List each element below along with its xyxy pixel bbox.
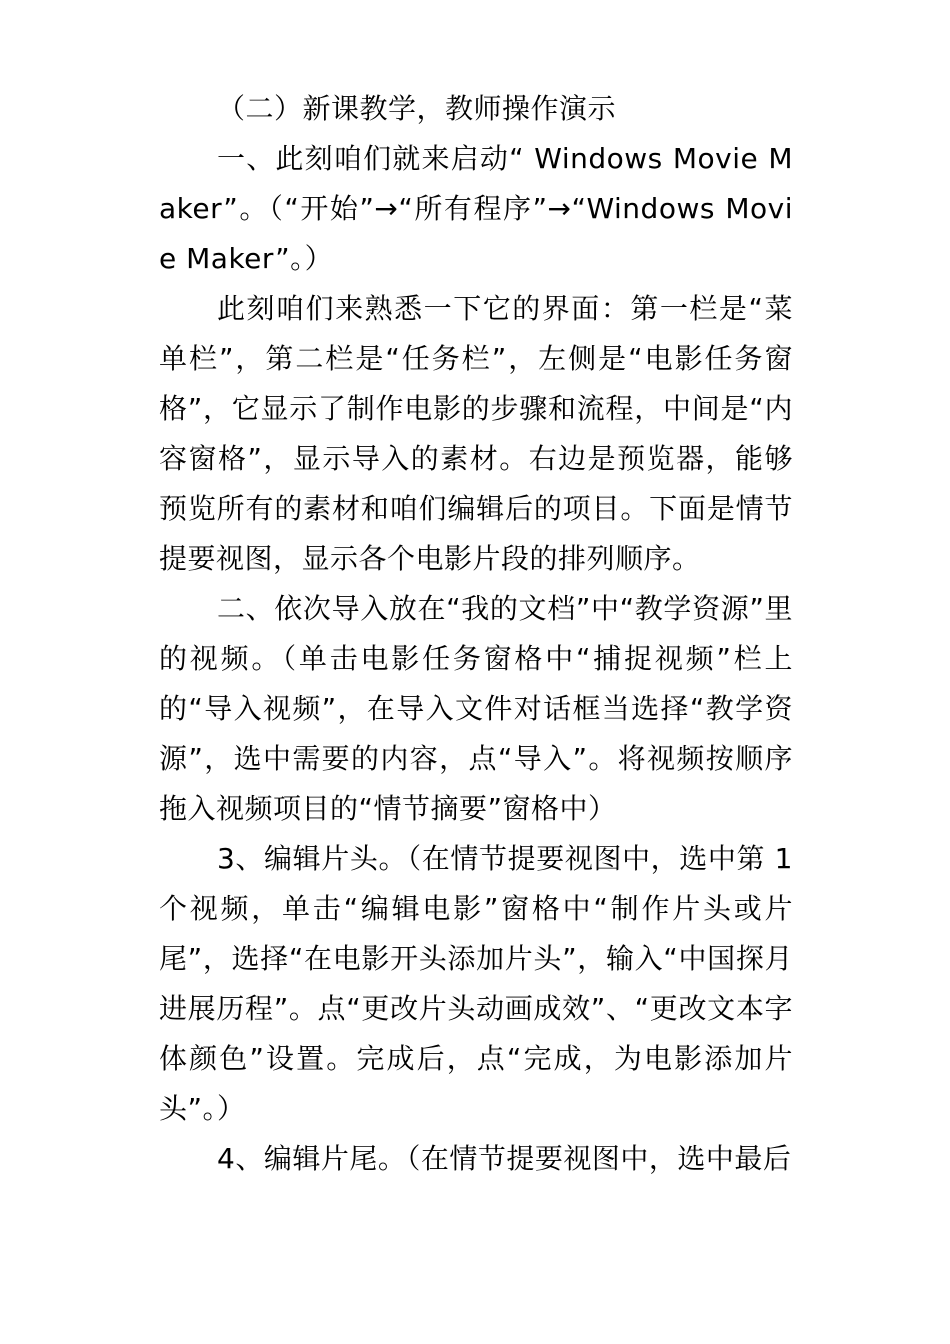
document-page — [159, 84, 793, 1184]
paragraph-edit-credits: 4、编辑片尾。（在情节提要视图中，选中最后 — [217, 1142, 792, 1175]
section-heading: （二）新课教学，教师操作演示 — [217, 92, 617, 125]
paragraph-interface-overview: 此刻咱们来熟悉一下它的界面：第一栏是“菜单栏”，第二栏是“任务栏”，左侧是“电影任务窗格”，它显示了制作电影的步骤和流程，中间是“内容窗格”，显示导入的素材。右边是预览器，能够预览所有的素材和咱们编辑后的项目。下面是情节提要视图，显示各个电影片段的排列顺序。 — [159, 292, 793, 575]
paragraph-import-videos: 二、依次导入放在“我的文档”中“教学资源”里的视频。（单击电影任务窗格中“捕捉视频”栏上的“导入视频”，在导入文件对话框当选择“教学资源”，选中需要的内容，点“导入”。将视频按顺序拖入视频项目的“情节摘要”窗格中） — [159, 592, 793, 825]
paragraph-launch-movie-maker: 一、此刻咱们就来启动“ Windows Movie Maker”。（“开始”→“所有程序”→“Windows Movie Maker”。） — [159, 142, 793, 275]
paragraph-edit-title: 3、编辑片头。（在情节提要视图中，选中第 1 个视频，单击“编辑电影”窗格中“制作片头或片尾”，选择“在电影开头添加片头”，输入“中国探月进展历程”。点“更改片头动画成效”、“更改文本字体颜色”设置。完成后，点“完成，为电影添加片头”。） — [159, 842, 793, 1125]
